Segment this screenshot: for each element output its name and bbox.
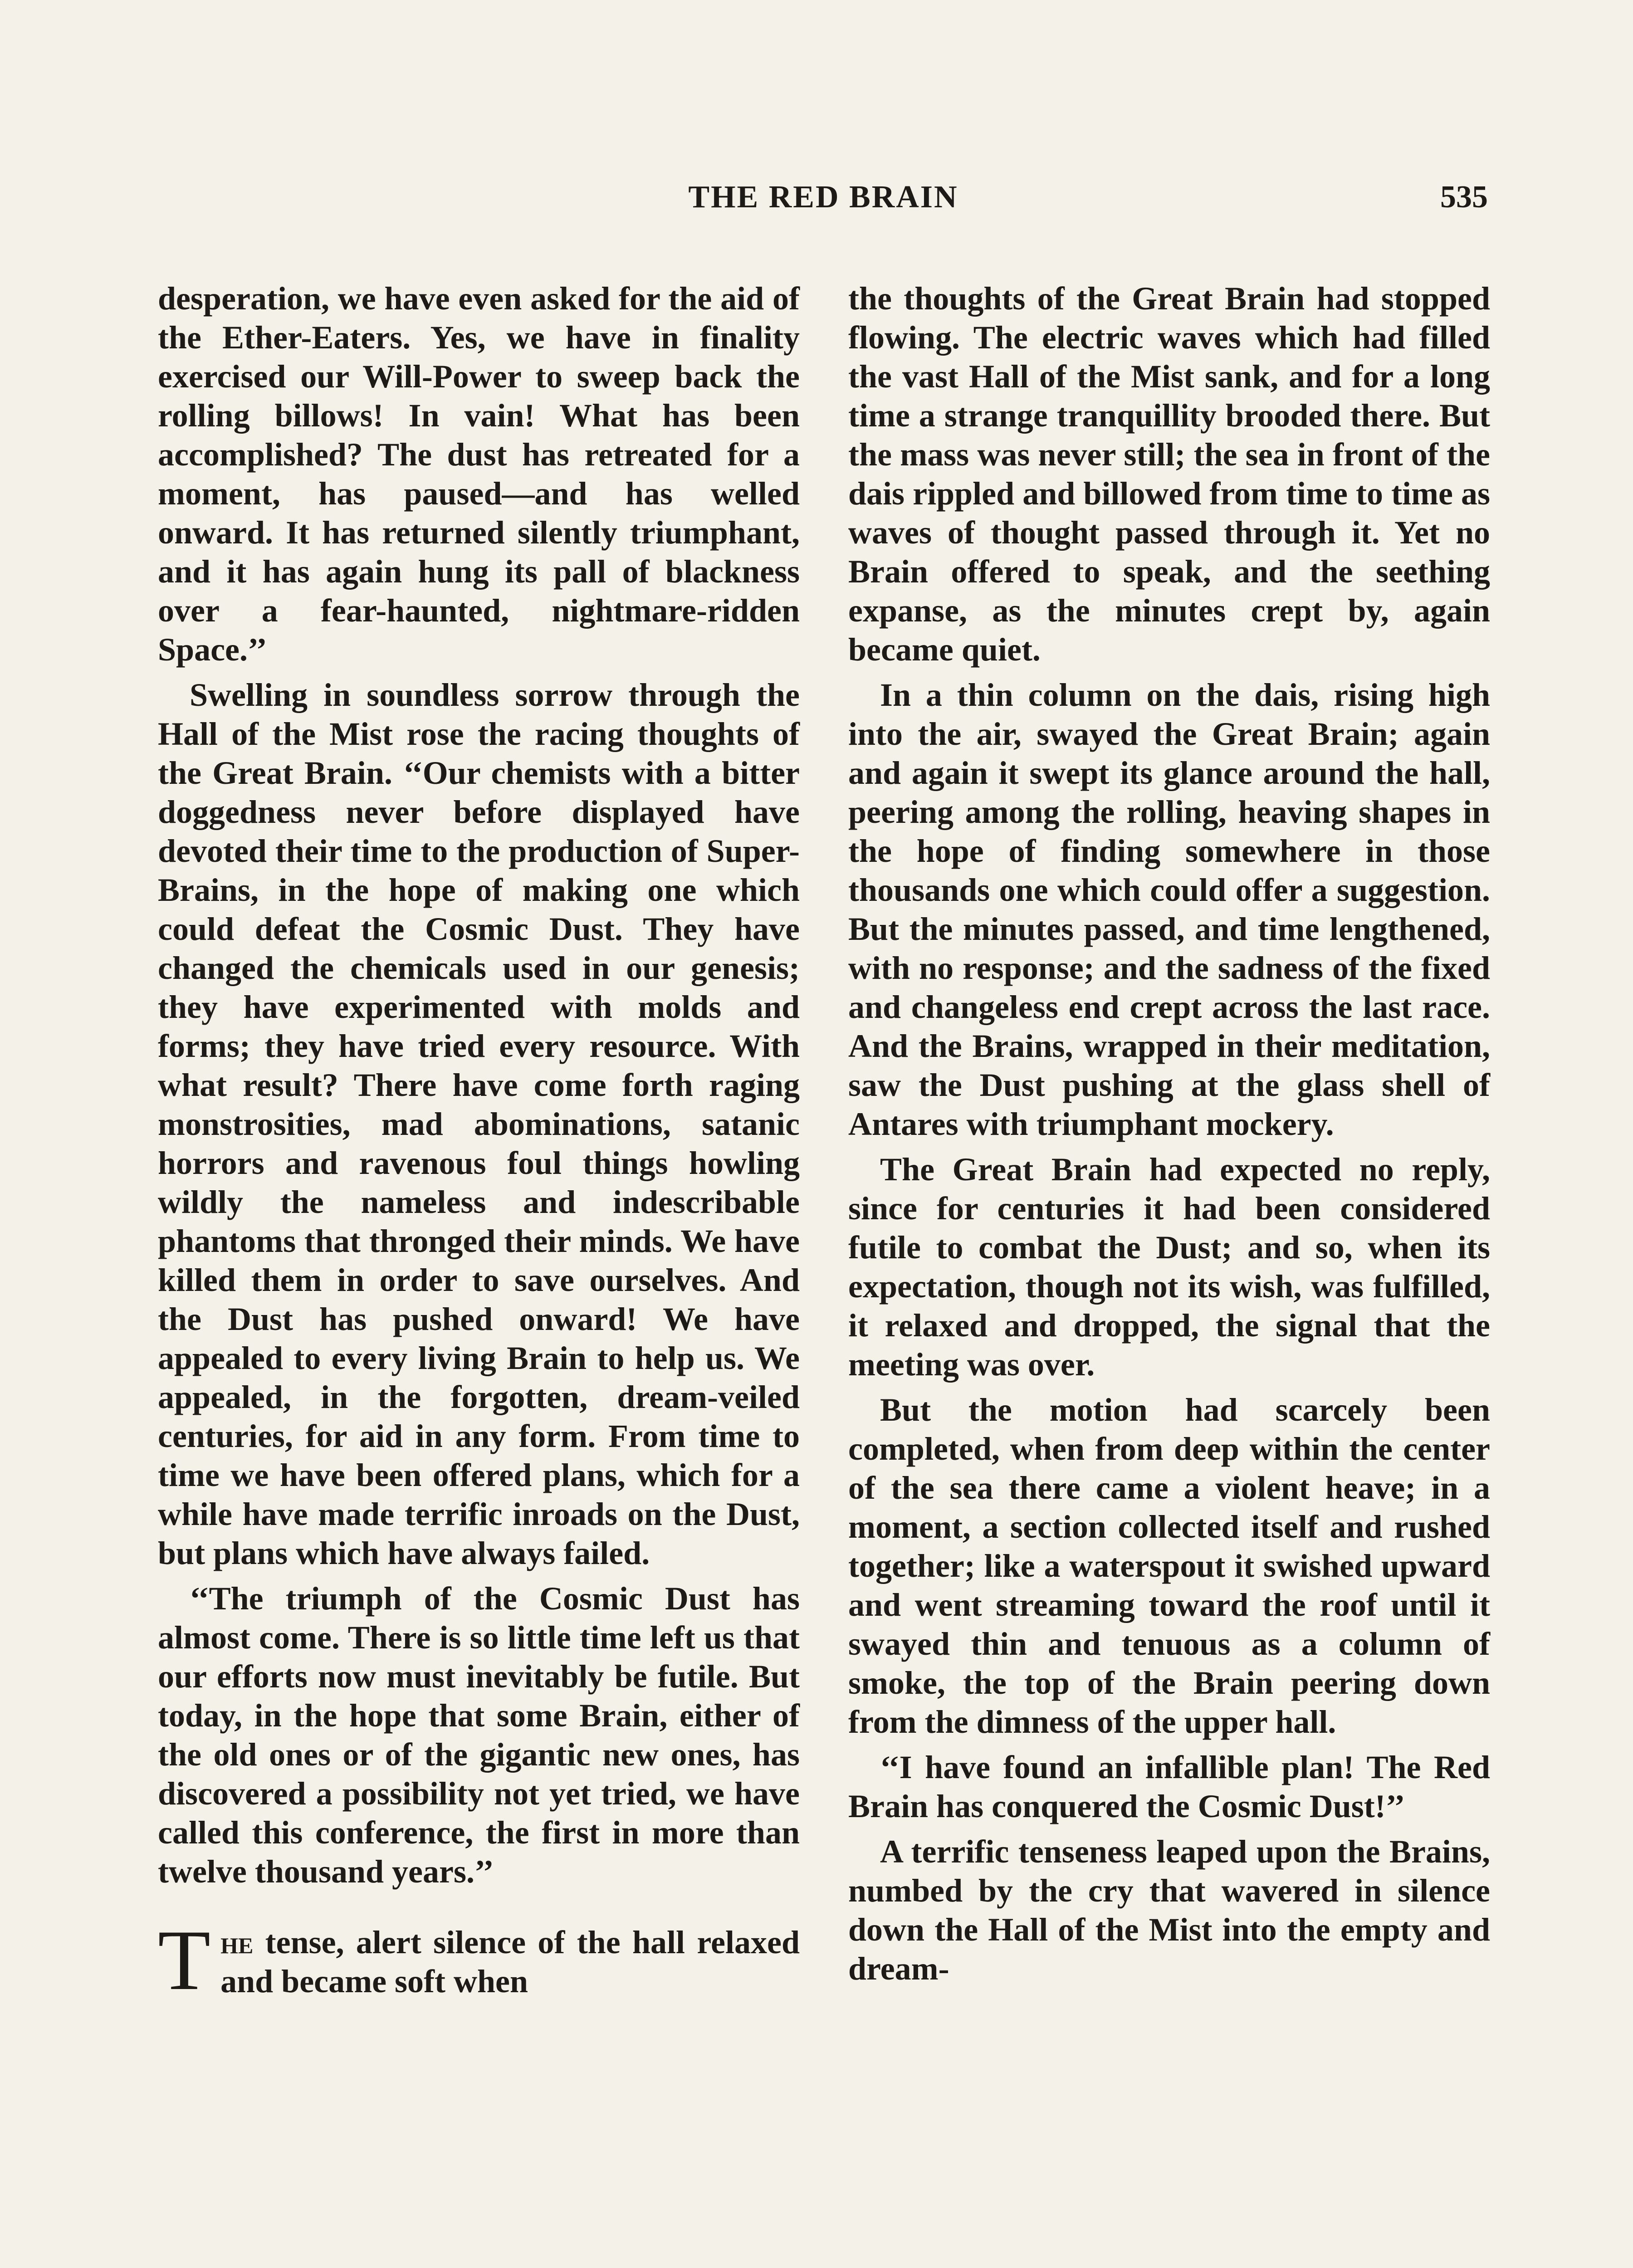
paragraph: But the motion had scarcely been completed, when from deep within the center of the sea there came a violent heave; in a moment, a section collected itself and rushed together; like a waterspout it swished upward and went streaming toward the roof until it swayed thin and tenuous as a column of smoke, the top of the Brain peering down from the dimness of the upper hall. (848, 1392, 1490, 1740)
paragraph-text: tense, alert silence of the hall relaxed and became soft when (220, 1924, 800, 1999)
running-title: THE RED BRAIN (688, 180, 958, 215)
page-header (159, 179, 1488, 229)
right-column (848, 279, 1490, 1994)
paragraph: A terrific tenseness leaped upon the Brains, numbed by the cry that wavered in silence down the Hall of the Mist into the empty and dream- (848, 1833, 1490, 1987)
paragraph: The Great Brain had expected no reply, since for centuries it had been considered futile to combat the Dust; and so, when its expectation, though not its wish, was fulfilled, it relaxed and dropped, the signal that the meeting was over. (848, 1151, 1490, 1383)
left-column (158, 279, 800, 2007)
paragraph: the thoughts of the Great Brain had stopped flowing. The electric waves which had filled the vast Hall of the Mist sank, and for a long time a strange tranquillity brooded there. But the mass was never still; the sea in front of the dais rippled and billowed from time to time as waves of thought passed through it. Yet no Brain offered to speak, and the seething expanse, as the minutes crept by, again became quiet. (848, 280, 1490, 668)
paragraph: desperation, we have even asked for the aid of the Ether-Eaters. Yes, we have in finality exercised our Will-Power to sweep back the rolling billows! In vain! What has been accomplished? The dust has retreated for a moment, has paused—and has welled onward. It has returned silently triumphant, and it has again hung its pall of blackness over a fear-haunted, nightmare-ridden Space.’’ (158, 280, 800, 668)
paragraph: ‘‘I have found an infallible plan! The Red Brain has conquered the Cosmic Dust!’’ (848, 1749, 1490, 1824)
dropcap-paragraph (158, 1913, 800, 2008)
paragraph: Swelling in soundless sorrow through the Hall of the Mist rose the racing thoughts of the Great Brain. ‘‘Our chemists with a bitter doggedness never before displayed have devoted their time to the production of Super-Brains, in the hope of making one which could defeat the Cosmic Dust. They have changed the chemicals used in our genesis; they have experimented with molds and forms; they have tried every resource. With what result? There have come forth raging monstrosities, mad abominations, satanic horrors and ravenous foul things howling wildly the nameless and indescribable phantoms that thronged their minds. We have killed them in order to save ourselves. And the Dust has pushed onward! We have appealed to every living Brain to help us. We appealed, in the forgotten, dream-veiled centuries, for aid in any form. From time to time we have been offered plans, which for a while have made terrific inroads on the Dust, but plans which have always failed. (158, 677, 800, 1571)
paragraph: In a thin column on the dais, rising high into the air, swayed the Great Brain; again and again it swept its glance around the hall, peering among the rolling, heaving shapes in the hope of finding somewhere in those thousands one which could offer a suggestion. But the minutes passed, and time lengthened, with no response; and the sadness of the fixed and changeless end crept across the last race. And the Brains, wrapped in their meditation, saw the Dust pushing at the glass shell of Antares with triumphant mockery. (848, 677, 1490, 1142)
small-caps-word: he (220, 1924, 254, 1960)
page-number: 535 (1440, 180, 1488, 215)
paragraph: ‘‘The triumph of the Cosmic Dust has almost come. There is so little time left us that our efforts now must inevitably be futile. But today, in the hope that some Brain, either of the old ones or of the gigantic new ones, has discovered a possibility not yet tried, we have called this conference, the first in more than twelve thousand years.’’ (158, 1580, 800, 1890)
drop-cap-letter: T (158, 1913, 211, 2008)
